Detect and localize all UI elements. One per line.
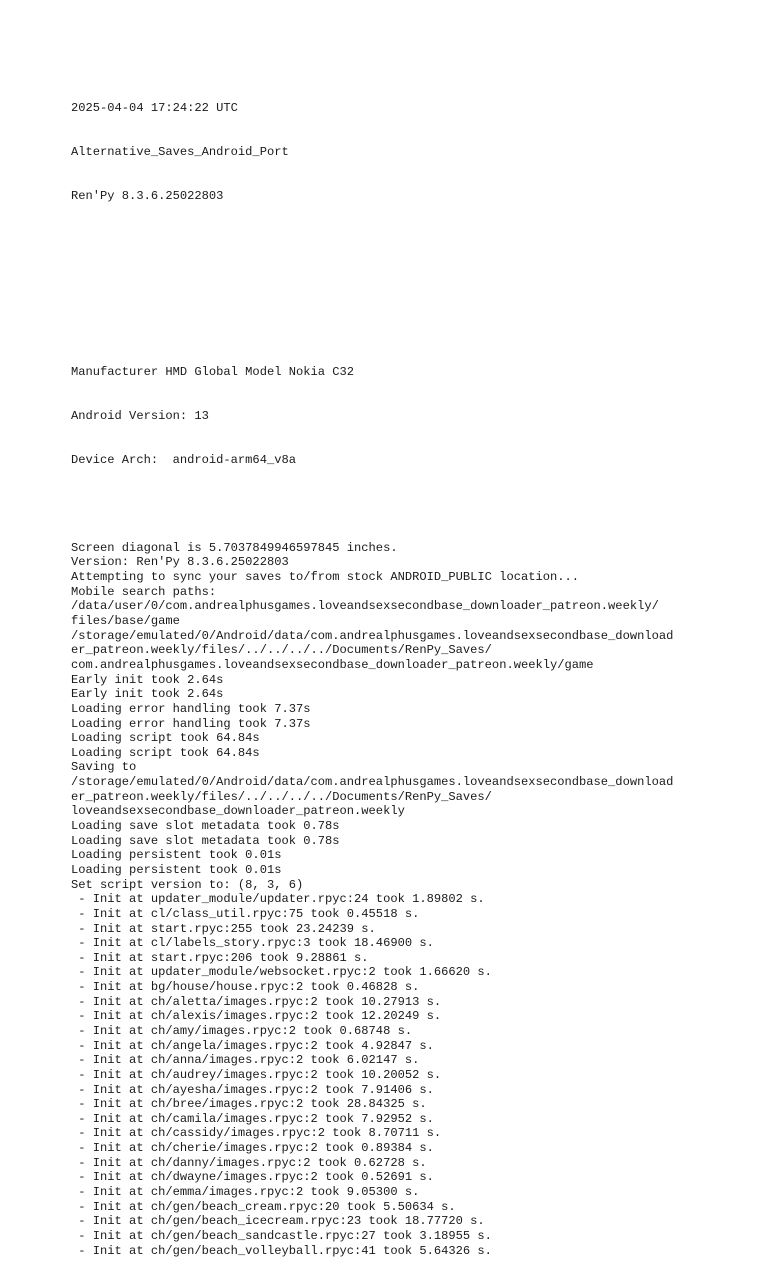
log-line: - Init at ch/bree/images.rpyc:2 took 28.84325 s. (71, 1097, 427, 1112)
log-line: Loading script took 64.84s (71, 745, 260, 760)
blank-line (71, 321, 761, 336)
log-line: Early init took 2.64s (71, 687, 224, 702)
log-line: Loading persistent took 0.01s (71, 862, 282, 877)
log-line: - Init at ch/dwayne/images.rpyc:2 took 0.52691 s. (71, 1170, 434, 1185)
log-line: Saving to (71, 760, 137, 775)
log-line: Loading save slot metadata took 0.78s (71, 819, 340, 834)
game-name: Alternative_Saves_Android_Port (71, 145, 289, 160)
log-line: Loading persistent took 0.01s (71, 848, 282, 863)
log-line: - Init at ch/emma/images.rpyc:2 took 9.05300 s. (71, 1185, 420, 1200)
log-line: - Init at ch/gen/beach_volleyball.rpyc:41 took 5.64326 s. (71, 1243, 492, 1258)
log-line: - Init at ch/ayesha/images.rpyc:2 took 7.91406 s. (71, 1082, 434, 1097)
log-line: - Init at ch/camila/images.rpyc:2 took 7.92952 s. (71, 1111, 434, 1126)
log-line: com.andrealphusgames.loveandsexsecondbase_downloader_patreon.weekly/game (71, 657, 594, 672)
log-line: - Init at updater_module/websocket.rpyc:2 took 1.66620 s. (71, 965, 492, 980)
log-line: Loading error handling took 7.37s (71, 701, 311, 716)
log-lines (71, 541, 761, 1258)
log-line: er_patreon.weekly/files/../../../../Documents/RenPy_Saves/ (71, 789, 492, 804)
log-line: - Init at cl/labels_story.rpyc:3 took 18.46900 s. (71, 936, 434, 951)
log-line: Loading script took 64.84s (71, 731, 260, 746)
log-line: - Init at ch/danny/images.rpyc:2 took 0.62728 s. (71, 1155, 427, 1170)
log-line: - Init at ch/cassidy/images.rpyc:2 took 8.70711 s. (71, 1126, 442, 1141)
device-arch: Device Arch: android-arm64_v8a (71, 452, 296, 467)
log-line: - Init at ch/alexis/images.rpyc:2 took 12.20249 s. (71, 1009, 442, 1024)
log-line: Version: Ren'Py 8.3.6.25022803 (71, 555, 289, 570)
blank-line (71, 233, 761, 248)
log-timestamp: 2025-04-04 17:24:22 UTC (71, 101, 238, 116)
log-text (71, 72, 761, 1288)
renpy-version: Ren'Py 8.3.6.25022803 (71, 189, 224, 204)
log-line: - Init at start.rpyc:255 took 23.24239 s. (71, 921, 376, 936)
log-line: Loading save slot metadata took 0.78s (71, 833, 340, 848)
device-manufacturer-model: Manufacturer HMD Global Model Nokia C32 (71, 365, 355, 380)
log-line: - Init at ch/aletta/images.rpyc:2 took 10.27913 s. (71, 994, 442, 1009)
log-line: - Init at start.rpyc:206 took 9.28861 s. (71, 950, 369, 965)
log-line: - Init at ch/gen/beach_cream.rpyc:20 took 5.50634 s. (71, 1199, 456, 1214)
log-line: Attempting to sync your saves to/from stock ANDROID_PUBLIC location... (71, 570, 580, 585)
log-line: loveandsexsecondbase_downloader_patreon.weekly (71, 804, 405, 819)
log-line: Loading error handling took 7.37s (71, 716, 311, 731)
blank-line (71, 277, 761, 292)
log-line: /data/user/0/com.andrealphusgames.loveandsexsecondbase_downloader_patreon.weekly/ (71, 599, 659, 614)
log-line: - Init at cl/class_util.rpyc:75 took 0.45518 s. (71, 906, 420, 921)
log-line: Early init took 2.64s (71, 672, 224, 687)
log-line: Mobile search paths: (71, 584, 217, 599)
log-line: - Init at ch/gen/beach_sandcastle.rpyc:27 took 3.18955 s. (71, 1228, 492, 1243)
log-line: /storage/emulated/0/Android/data/com.andrealphusgames.loveandsexsecondbase_download (71, 775, 674, 790)
log-line: - Init at updater_module/updater.rpyc:24 took 1.89802 s. (71, 892, 485, 907)
android-version: Android Version: 13 (71, 408, 209, 423)
log-line: Set script version to: (8, 3, 6) (71, 877, 304, 892)
log-line: - Init at ch/cherie/images.rpyc:2 took 0.89384 s. (71, 1141, 434, 1156)
log-line: er_patreon.weekly/files/../../../../Documents/RenPy_Saves/ (71, 643, 492, 658)
log-line: - Init at ch/gen/beach_icecream.rpyc:23 took 18.77720 s. (71, 1214, 485, 1229)
log-line: - Init at ch/amy/images.rpyc:2 took 0.68748 s. (71, 1023, 413, 1038)
log-line: - Init at ch/angela/images.rpyc:2 took 4.92847 s. (71, 1038, 434, 1053)
blank-line (71, 497, 761, 512)
log-line: - Init at ch/anna/images.rpyc:2 took 6.02147 s. (71, 1053, 420, 1068)
log-line: - Init at ch/audrey/images.rpyc:2 took 10.20052 s. (71, 1067, 442, 1082)
log-line: files/base/game (71, 614, 180, 629)
log-line: - Init at bg/house/house.rpyc:2 took 0.46828 s. (71, 980, 420, 995)
log-line: Screen diagonal is 5.7037849946597845 inches. (71, 540, 398, 555)
log-line: /storage/emulated/0/Android/data/com.andrealphusgames.loveandsexsecondbase_download (71, 628, 674, 643)
